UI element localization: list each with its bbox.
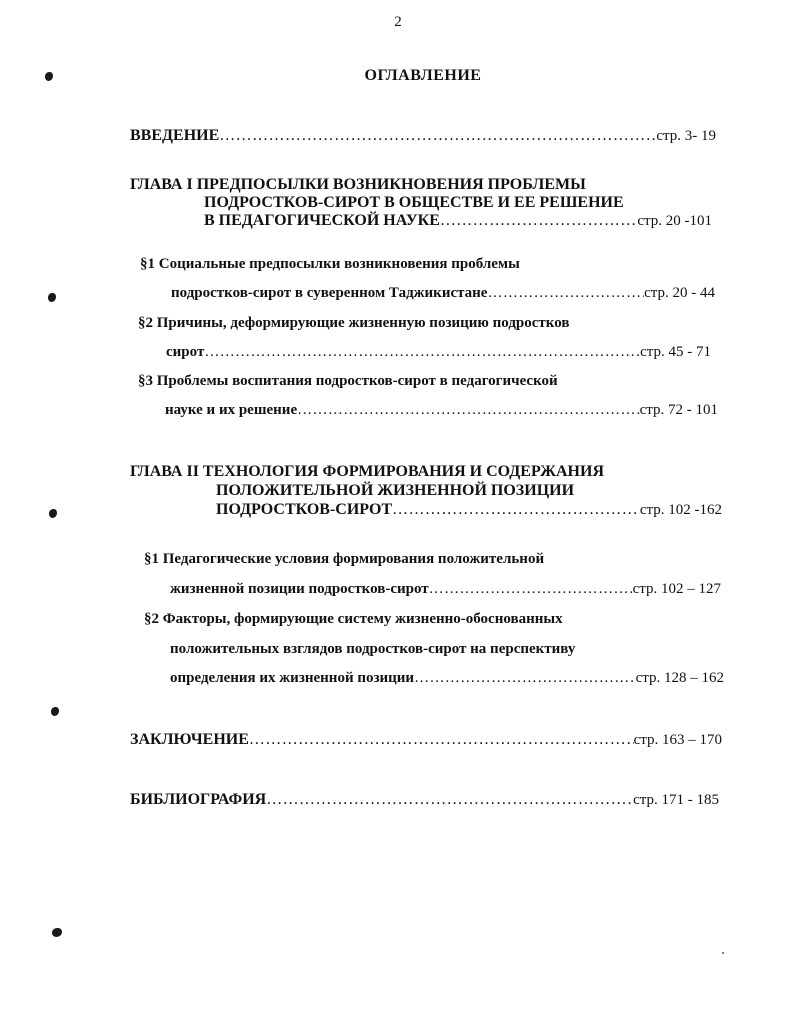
chapter2-heading-line2: ПОЛОЖИТЕЛЬНОЙ ЖИЗНЕННОЙ ПОЗИЦИИ [216, 482, 575, 499]
chapter1-heading-line2: ПОДРОСТКОВ-СИРОТ В ОБЩЕСТВЕ И ЕЕ РЕШЕНИЕ [204, 194, 624, 211]
toc-pages: стр. 45 - 71 [640, 344, 711, 360]
section-1-1-line1: §1 Социальные предпосылки возникновения проблемы [140, 256, 520, 272]
dot-leader [487, 285, 644, 302]
punch-mark [52, 928, 62, 937]
page-number: 2 [394, 14, 402, 30]
toc-label: В ПЕДАГОГИЧЕСКОЙ НАУКЕ [204, 212, 440, 229]
toc-label: сирот [166, 344, 205, 360]
toc-label: БИБЛИОГРАФИЯ [130, 791, 267, 808]
dot-leader [297, 402, 639, 419]
toc-label: науке и их решение [165, 402, 298, 418]
dot-leader [429, 581, 633, 598]
toc-label: определения их жизненной позиции [170, 670, 415, 686]
toc-label: ЗАКЛЮЧЕНИЕ [130, 731, 249, 748]
toc-entry-chapter1[interactable] [204, 212, 712, 230]
dot-leader [219, 127, 656, 145]
toc-pages: стр. 20 - 44 [644, 285, 715, 301]
toc-pages: стр. 102 – 127 [632, 581, 721, 597]
toc-entry-section-2-2[interactable] [170, 670, 724, 687]
dot-leader [414, 670, 636, 687]
dot-leader [440, 212, 637, 230]
toc-entry-section-1-2[interactable] [166, 344, 711, 361]
toc-pages: стр. 163 – 170 [633, 732, 722, 748]
section-2-2-line2: положительных взглядов подростков-сирот на перспективу [170, 641, 576, 657]
punch-mark [51, 707, 59, 716]
toc-entry-bibliography[interactable] [130, 791, 719, 809]
toc-entry-section-2-1[interactable] [170, 581, 721, 598]
toc-entry-conclusion[interactable] [130, 731, 722, 749]
toc-pages: стр. 102 -162 [639, 502, 722, 518]
toc-pages: стр. 72 - 101 [639, 402, 718, 418]
toc-pages: стр. 128 – 162 [635, 670, 724, 686]
toc-pages: стр. 20 -101 [637, 213, 712, 229]
section-1-2-line1: §2 Причины, деформирующие жизненную позицию подростков [138, 315, 570, 331]
section-2-2-line1: §2 Факторы, формирующие систему жизненно-обоснованных [144, 611, 563, 627]
toc-pages: стр. 3- 19 [656, 128, 716, 144]
dot-leader [204, 344, 640, 361]
punch-mark [49, 509, 57, 518]
speck [722, 952, 724, 954]
toc-label: жизненной позиции подростков-сирот [170, 581, 429, 597]
chapter2-heading-line1: ГЛАВА II ТЕХНОЛОГИЯ ФОРМИРОВАНИЯ И СОДЕРЖАНИЯ [130, 463, 604, 480]
section-2-1-line1: §1 Педагогические условия формирования положительной [144, 551, 545, 567]
section-1-3-line1: §3 Проблемы воспитания подростков-сирот в педагогической [138, 373, 558, 389]
toc-entry-section-1-1[interactable] [171, 285, 715, 302]
toc-label: ВВЕДЕНИЕ [130, 127, 220, 144]
toc-entry-intro[interactable] [130, 127, 716, 145]
toc-pages: стр. 171 - 185 [633, 792, 719, 808]
toc-label: подростков-сирот в суверенном Таджикистане [171, 285, 488, 301]
page-title: ОГЛАВЛЕНИЕ [364, 67, 482, 84]
punch-mark [48, 293, 56, 302]
dot-leader [392, 501, 640, 519]
chapter1-heading-line1: ГЛАВА I ПРЕДПОСЫЛКИ ВОЗНИКНОВЕНИЯ ПРОБЛЕМЫ [130, 176, 586, 193]
toc-label: ПОДРОСТКОВ-СИРОТ [216, 501, 393, 518]
dot-leader [266, 791, 633, 809]
toc-entry-chapter2[interactable] [216, 501, 722, 519]
dot-leader [249, 731, 634, 749]
toc-entry-section-1-3[interactable] [165, 402, 718, 419]
